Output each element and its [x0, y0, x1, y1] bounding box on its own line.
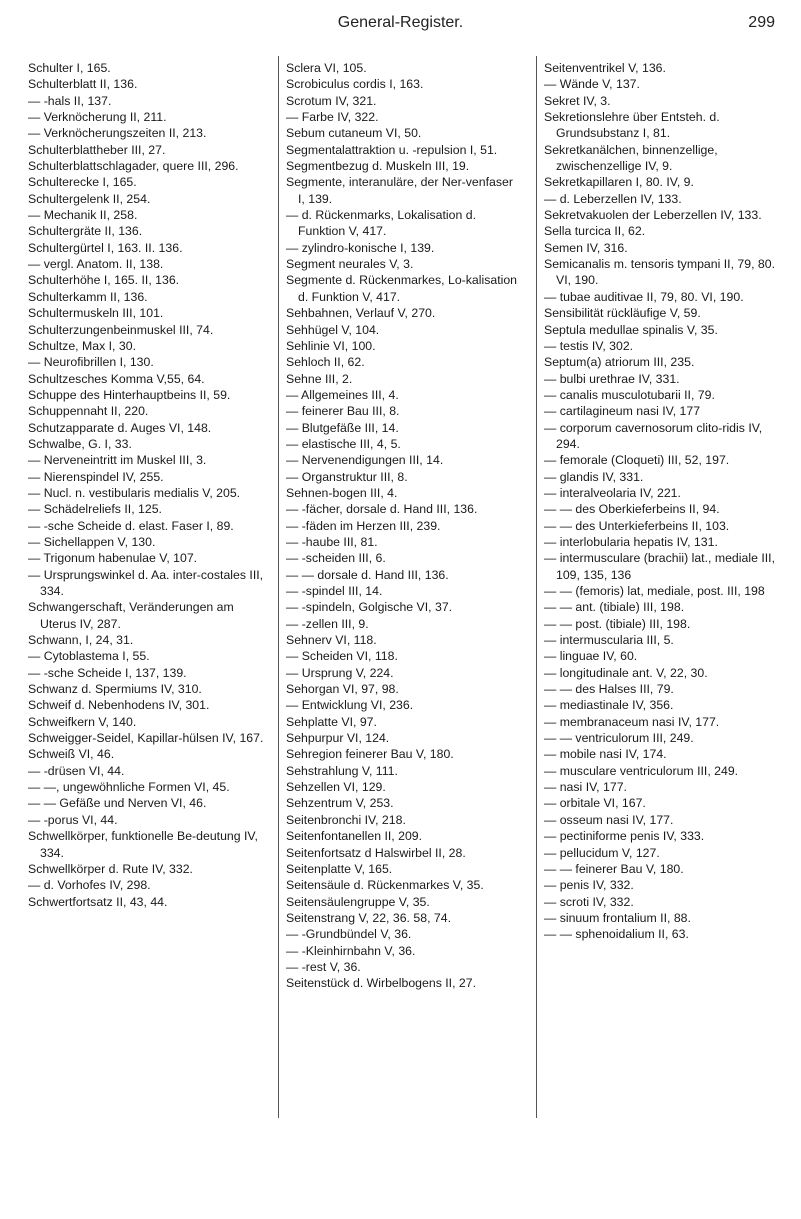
- index-entry: — tubae auditivae II, 79, 80. VI, 190.: [544, 289, 744, 304]
- index-column-1: [28, 60, 267, 910]
- running-header-title: General-Register.: [337, 14, 464, 31]
- index-entry: Schulterkamm II, 136.: [28, 289, 148, 304]
- index-entry: — orbitale VI, 167.: [544, 796, 646, 811]
- index-entry: Seitenstück d. Wirbelbogens II, 27.: [286, 976, 477, 991]
- index-entry: — Verknöcherungszeiten II, 213.: [28, 126, 207, 141]
- index-entry: — -drüsen VI, 44.: [28, 763, 125, 778]
- index-entry: Sehregion feinerer Bau V, 180.: [286, 747, 454, 762]
- index-column-2: [286, 60, 522, 992]
- column-divider-1: [278, 56, 279, 1118]
- index-entry: Sehnen-bogen III, 4.: [286, 485, 398, 500]
- index-entry: — — sphenoidalium II, 63.: [544, 927, 689, 942]
- index-entry: Sehzentrum V, 253.: [286, 796, 394, 811]
- index-entry: — interlobularia hepatis IV, 131.: [544, 534, 718, 549]
- index-entry: Semen IV, 316.: [544, 240, 628, 255]
- index-entry: — -fächer, dorsale d. Hand III, 136.: [286, 502, 478, 517]
- index-entry: Seitenventrikel V, 136.: [544, 61, 666, 75]
- index-entry: Schultermuskeln III, 101.: [28, 306, 164, 321]
- index-entry: Schultergelenk II, 254.: [28, 191, 151, 206]
- index-entry: Sekretionslehre über Entsteh. d. Grundsubstanz I, 81.: [544, 110, 724, 141]
- index-entry: — vergl. Anatom. II, 138.: [28, 257, 164, 272]
- index-entry: — — (femoris) lat, mediale, post. III, 198: [544, 584, 765, 598]
- index-entry: Schwann, I, 24, 31.: [28, 633, 134, 648]
- index-entry: — — des Halses III, 79.: [544, 682, 674, 697]
- index-entry: Seitenfortsatz d Halswirbel II, 28.: [286, 845, 466, 860]
- index-entry: Seitensäulengruppe V, 35.: [286, 894, 430, 909]
- index-entry: Seitenfontanellen II, 209.: [286, 829, 423, 844]
- index-entry: Schulterhöhe I, 165. II, 136.: [28, 273, 180, 288]
- index-entry: — Blutgefäße III, 14.: [286, 420, 399, 435]
- index-entry: Sehbahnen, Verlauf V, 270.: [286, 306, 436, 321]
- index-entry: — femorale (Cloqueti) III, 52, 197.: [544, 453, 730, 468]
- index-entry: — elastische III, 4, 5.: [286, 436, 401, 451]
- index-entry: Septula medullae spinalis V, 35.: [544, 322, 718, 337]
- index-entry: Schweif d. Nebenhodens IV, 301.: [28, 698, 210, 713]
- index-entry: Segmente, interanuläre, der Ner-venfaser I, 139.: [286, 175, 517, 206]
- index-entry: Sebum cutaneum VI, 50.: [286, 126, 422, 141]
- index-entry: — Mechanik II, 258.: [28, 208, 138, 223]
- index-entry: — cartilagineum nasi IV, 177: [544, 404, 701, 419]
- index-entry: — Cytoblastema I, 55.: [28, 649, 150, 664]
- index-entry: Sekretkapillaren I, 80. IV, 9.: [544, 175, 694, 190]
- index-entry: Scrobiculus cordis I, 163.: [286, 77, 424, 92]
- index-entry: Schwertfortsatz II, 43, 44.: [28, 894, 168, 909]
- index-entry: — pectiniforme penis IV, 333.: [544, 829, 705, 844]
- index-entry: — — dorsale d. Hand III, 136.: [286, 567, 449, 582]
- index-entry: Segment neurales V, 3.: [286, 257, 414, 272]
- index-entry: Sehloch II, 62.: [286, 355, 365, 370]
- index-entry: — Scheiden VI, 118.: [286, 649, 398, 664]
- index-entry: — d. Rückenmarks, Lokalisation d. Funktion V, 417.: [286, 208, 480, 239]
- index-entry: — Wände V, 137.: [544, 77, 640, 92]
- index-entry: Schultze, Max I, 30.: [28, 338, 136, 353]
- index-entry: Schuppennaht II, 220.: [28, 404, 149, 419]
- index-entry: — feinerer Bau III, 8.: [286, 404, 400, 419]
- index-entry: — -zellen III, 9.: [286, 616, 369, 631]
- index-entry: — corporum cavernosorum clito-ridis IV, 294.: [544, 420, 766, 451]
- index-entry: — Schädelreliefs II, 125.: [28, 502, 162, 517]
- index-entry: Schulter I, 165.: [28, 61, 111, 75]
- index-entry: Seitenbronchi IV, 218.: [286, 812, 406, 827]
- index-entry: Schultergürtel I, 163. II. 136.: [28, 240, 183, 255]
- index-entry: — linguae IV, 60.: [544, 649, 638, 664]
- index-entry: Segmente d. Rückenmarkes, Lo-kalisation d. Funktion V, 417.: [286, 273, 521, 304]
- index-entry: — Organstruktur III, 8.: [286, 469, 408, 484]
- index-entry: — penis IV, 332.: [544, 878, 634, 893]
- index-entry: — — des Unterkieferbeins II, 103.: [544, 518, 730, 533]
- index-entry: — Nucl. n. vestibularis medialis V, 205.: [28, 485, 241, 500]
- index-entry: Seitenstrang V, 22, 36. 58, 74.: [286, 910, 451, 925]
- page-number: 299: [748, 14, 775, 31]
- index-entry: — — post. (tibiale) III, 198.: [544, 616, 691, 631]
- index-entry: — Nierenspindel IV, 255.: [28, 469, 164, 484]
- index-entry: Segmentalattraktion u. -repulsion I, 51.: [286, 142, 498, 157]
- index-entry: — mediastinale IV, 356.: [544, 698, 674, 713]
- index-entry: — -Grundbündel V, 36.: [286, 927, 412, 942]
- index-entry: — glandis IV, 331.: [544, 469, 644, 484]
- index-entry: — — des Oberkieferbeins II, 94.: [544, 502, 720, 517]
- index-entry: Schweigger-Seidel, Kapillar-hülsen IV, 167.: [28, 731, 264, 746]
- index-entry: — Ursprung V, 224.: [286, 665, 394, 680]
- index-entry: — — ventriculorum III, 249.: [544, 731, 694, 746]
- index-entry: — -fäden im Herzen III, 239.: [286, 518, 441, 533]
- index-entry: — -scheiden III, 6.: [286, 551, 386, 566]
- index-entry: — Allgemeines III, 4.: [286, 387, 399, 402]
- index-entry: — Sichellappen V, 130.: [28, 534, 156, 549]
- index-entry: — mobile nasi IV, 174.: [544, 747, 667, 762]
- index-entry: Schulterblattheber III, 27.: [28, 142, 166, 157]
- index-entry: — — ant. (tibiale) III, 198.: [544, 600, 685, 615]
- index-entry: — -rest V, 36.: [286, 959, 361, 974]
- index-entry: Schultergräte II, 136.: [28, 224, 143, 239]
- index-entry: Sensibilität rückläufige V, 59.: [544, 306, 701, 321]
- index-entry: Schulterzungenbeinmuskel III, 74.: [28, 322, 214, 337]
- index-entry: — Ursprungswinkel d. Aa. inter-costales III, 334.: [28, 567, 267, 598]
- index-entry: Seitenplatte V, 165.: [286, 861, 393, 876]
- index-entry: Sehpurpur VI, 124.: [286, 731, 390, 746]
- index-column-3: [544, 60, 780, 943]
- index-entry: Sella turcica II, 62.: [544, 224, 646, 239]
- index-entry: Schweiß VI, 46.: [28, 747, 115, 762]
- index-entry: — membranaceum nasi IV, 177.: [544, 714, 720, 729]
- index-entry: — osseum nasi IV, 177.: [544, 812, 674, 827]
- index-entry: Sehorgan VI, 97, 98.: [286, 682, 399, 697]
- index-entry: — testis IV, 302.: [544, 338, 634, 353]
- index-entry: — Trigonum habenulae V, 107.: [28, 551, 198, 566]
- index-entry: Sehnerv VI, 118.: [286, 633, 377, 648]
- index-entry: — intermuscularia III, 5.: [544, 633, 674, 648]
- index-entry: — -Kleinhirnbahn V, 36.: [286, 943, 416, 958]
- index-entry: Schweifkern V, 140.: [28, 714, 137, 729]
- index-entry: — -spindeln, Golgische VI, 37.: [286, 600, 453, 615]
- index-entry: — bulbi urethrae IV, 331.: [544, 371, 680, 386]
- index-entry: — Neurofibrillen I, 130.: [28, 355, 154, 370]
- index-entry: — -hals II, 137.: [28, 93, 112, 108]
- index-entry: Schutzapparate d. Auges VI, 148.: [28, 420, 212, 435]
- index-entry: Schwellkörper d. Rute IV, 332.: [28, 861, 193, 876]
- index-entry: — -porus VI, 44.: [28, 812, 118, 827]
- index-entry: — nasi IV, 177.: [544, 780, 627, 795]
- index-entry: Sekretkanälchen, binnenzellige, zwischenzellige IV, 9.: [544, 142, 722, 174]
- index-entry: Sclera VI, 105.: [286, 61, 367, 75]
- index-entry: Schulterecke I, 165.: [28, 175, 137, 190]
- index-entry: Schwanz d. Spermiums IV, 310.: [28, 682, 202, 697]
- index-entry: Schulterblatt II, 136.: [28, 77, 138, 92]
- index-entry: — Verknöcherung II, 211.: [28, 110, 167, 125]
- index-entry: — longitudinale ant. V, 22, 30.: [544, 665, 708, 680]
- index-entry: — d. Leberzellen IV, 133.: [544, 191, 682, 206]
- index-entry: Schwangerschaft, Veränderungen am Uterus IV, 287.: [28, 600, 238, 631]
- index-entry: Scrotum IV, 321.: [286, 93, 377, 108]
- index-entry: — -spindel III, 14.: [286, 584, 383, 598]
- index-entry: — sinuum frontalium II, 88.: [544, 910, 691, 925]
- index-entry: — zylindro-konische I, 139.: [286, 240, 435, 255]
- index-entry: Sehplatte VI, 97.: [286, 714, 377, 729]
- index-entry: — -sche Scheide I, 137, 139.: [28, 665, 187, 680]
- index-entry: Sehzellen VI, 129.: [286, 780, 386, 795]
- index-entry: — intermusculare (brachii) lat., mediale III, 109, 135, 136: [544, 551, 779, 582]
- index-entry: — Farbe IV, 322.: [286, 110, 379, 125]
- index-entry: Sehhügel V, 104.: [286, 322, 380, 337]
- index-entry: — — Gefäße und Nerven VI, 46.: [28, 796, 207, 811]
- index-entry: Sehlinie VI, 100.: [286, 338, 376, 353]
- index-entry: Septum(a) atriorum III, 235.: [544, 355, 695, 370]
- index-entry: — interalveolaria IV, 221.: [544, 485, 681, 500]
- index-entry: Segmentbezug d. Muskeln III, 19.: [286, 159, 470, 174]
- index-entry: — Nerveneintritt im Muskel III, 3.: [28, 453, 207, 468]
- index-entry: — — feinerer Bau V, 180.: [544, 861, 684, 876]
- column-divider-2: [536, 56, 537, 1118]
- index-entry: — Entwicklung VI, 236.: [286, 698, 414, 713]
- index-entry: Schultzesches Komma V,55, 64.: [28, 371, 205, 386]
- index-entry: Schwalbe, G. I, 33.: [28, 436, 132, 451]
- index-entry: — Nervenendigungen III, 14.: [286, 453, 444, 468]
- index-entry: — scroti IV, 332.: [544, 894, 634, 909]
- index-entry: Sehne III, 2.: [286, 371, 353, 386]
- index-entry: Schwellkörper, funktionelle Be-deutung IV, 334.: [28, 829, 262, 860]
- index-entry: Sekret IV, 3.: [544, 93, 611, 108]
- index-entry: Schulterblattschlagader, quere III, 296.: [28, 159, 239, 174]
- index-entry: — -haube III, 81.: [286, 534, 378, 549]
- index-entry: — musculare ventriculorum III, 249.: [544, 763, 739, 778]
- index-entry: — —, ungewöhnliche Formen VI, 45.: [28, 780, 230, 795]
- index-entry: — d. Vorhofes IV, 298.: [28, 878, 151, 893]
- index-entry: Sekretvakuolen der Leberzellen IV, 133.: [544, 208, 762, 223]
- index-entry: Sehstrahlung V, 111.: [286, 763, 398, 778]
- index-entry: Seitensäule d. Rückenmarkes V, 35.: [286, 878, 484, 893]
- index-entry: — canalis musculotubarii II, 79.: [544, 387, 715, 402]
- index-entry: Semicanalis m. tensoris tympani II, 79, 80. VI, 190.: [544, 257, 779, 288]
- index-entry: — -sche Scheide d. elast. Faser I, 89.: [28, 518, 234, 533]
- index-entry: Schuppe des Hinterhauptbeins II, 59.: [28, 387, 231, 402]
- index-entry: — pellucidum V, 127.: [544, 845, 660, 860]
